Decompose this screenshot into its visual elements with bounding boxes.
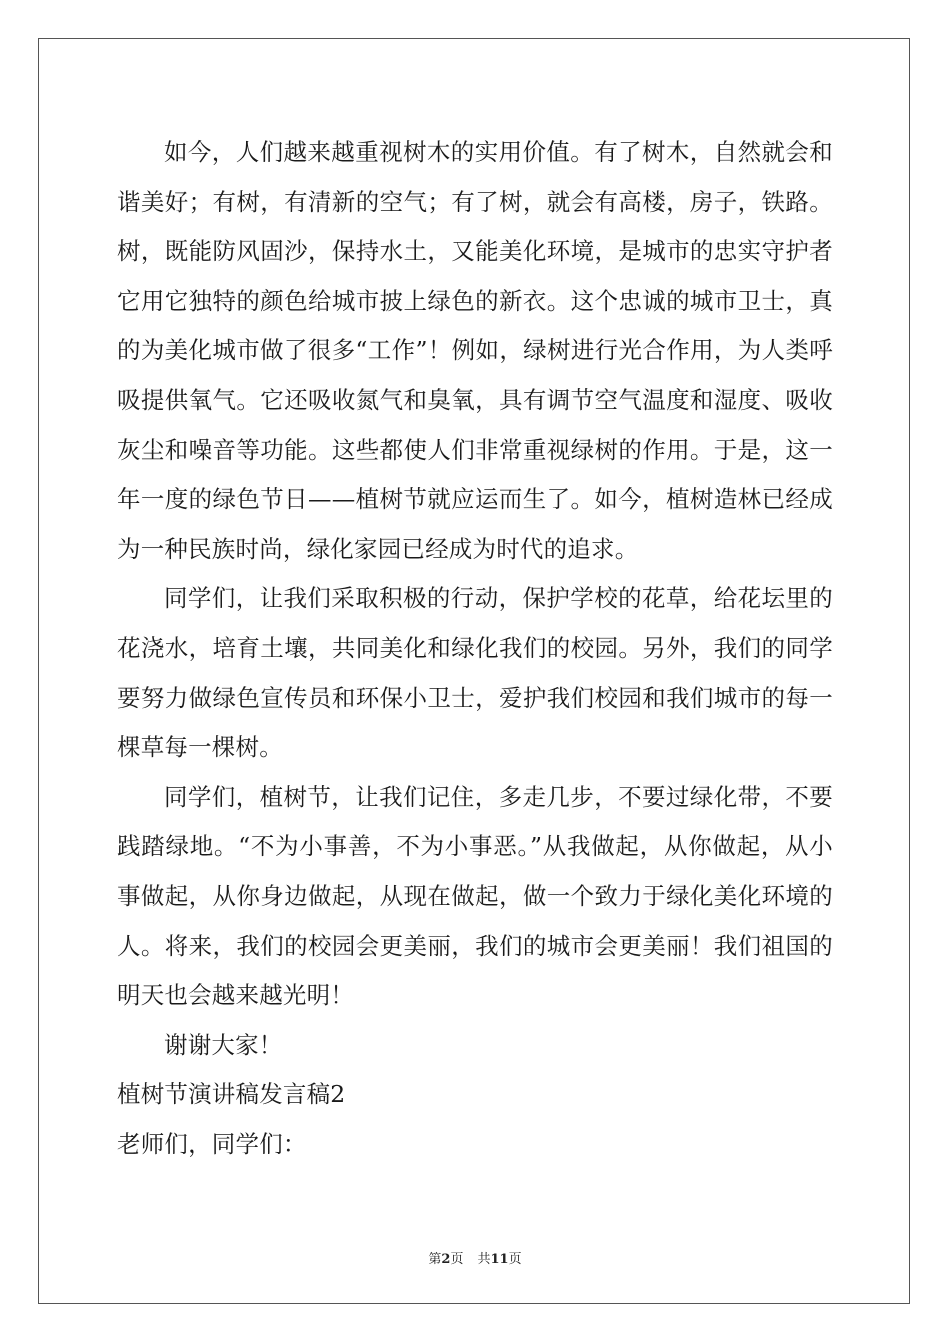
total-pages: 11	[490, 1252, 509, 1267]
closing-thanks: 谢谢大家！	[164, 1030, 283, 1059]
page-prefix: 第	[428, 1252, 442, 1267]
total-suffix: 页	[508, 1252, 522, 1267]
page-footer	[0, 1248, 950, 1267]
document-body	[117, 128, 833, 1169]
salutation: 老师们，同学们：	[117, 1129, 307, 1158]
total-prefix: 共	[477, 1252, 491, 1267]
page-suffix: 页	[450, 1252, 464, 1267]
page-number: 2	[441, 1252, 451, 1267]
paragraph-1: 如今，人们越来越重视树木的实用价值。有了树木，自然就会和谐美好；有树，有清新的空气；有了树，就会有高楼，房子，铁路。树，既能防风固沙，保持水土，又能美化环境，是城市的忠实守护者它用它独特的颜色给城市披上绿色的新衣。这个忠诚的城市卫士，真的为美化城市做了很多“工作”！例如，绿树进行光合作用，为人类呼吸提供氧气。它还吸收氮气和臭氧，具有调节空气温度和湿度、吸收灰尘和噪音等功能。这些都使人们非常重视绿树的作用。于是，这一年一度的绿色节日——植树节就应运而生了。如今，植树造林已经成为一种民族时尚，绿化家园已经成为时代的追求。	[117, 138, 833, 563]
paragraph-3: 同学们，植树节，让我们记住，多走几步，不要过绿化带，不要践踏绿地。“不为小事善，不为小事恶。”从我做起，从你做起，从小事做起，从你身边做起，从现在做起，做一个致力于绿化美化环境的人。将来，我们的校园会更美丽，我们的城市会更美丽！我们祖国的明天也会越来越光明！	[117, 782, 833, 1010]
section-title: 植树节演讲稿发言稿2	[117, 1080, 346, 1109]
paragraph-2: 同学们，让我们采取积极的行动，保护学校的花草，给花坛里的花浇水，培育土壤，共同美化和绿化我们的校园。另外，我们的同学要努力做绿色宣传员和环保小卫士，爱护我们校园和我们城市的每一棵草每一棵树。	[117, 584, 833, 762]
